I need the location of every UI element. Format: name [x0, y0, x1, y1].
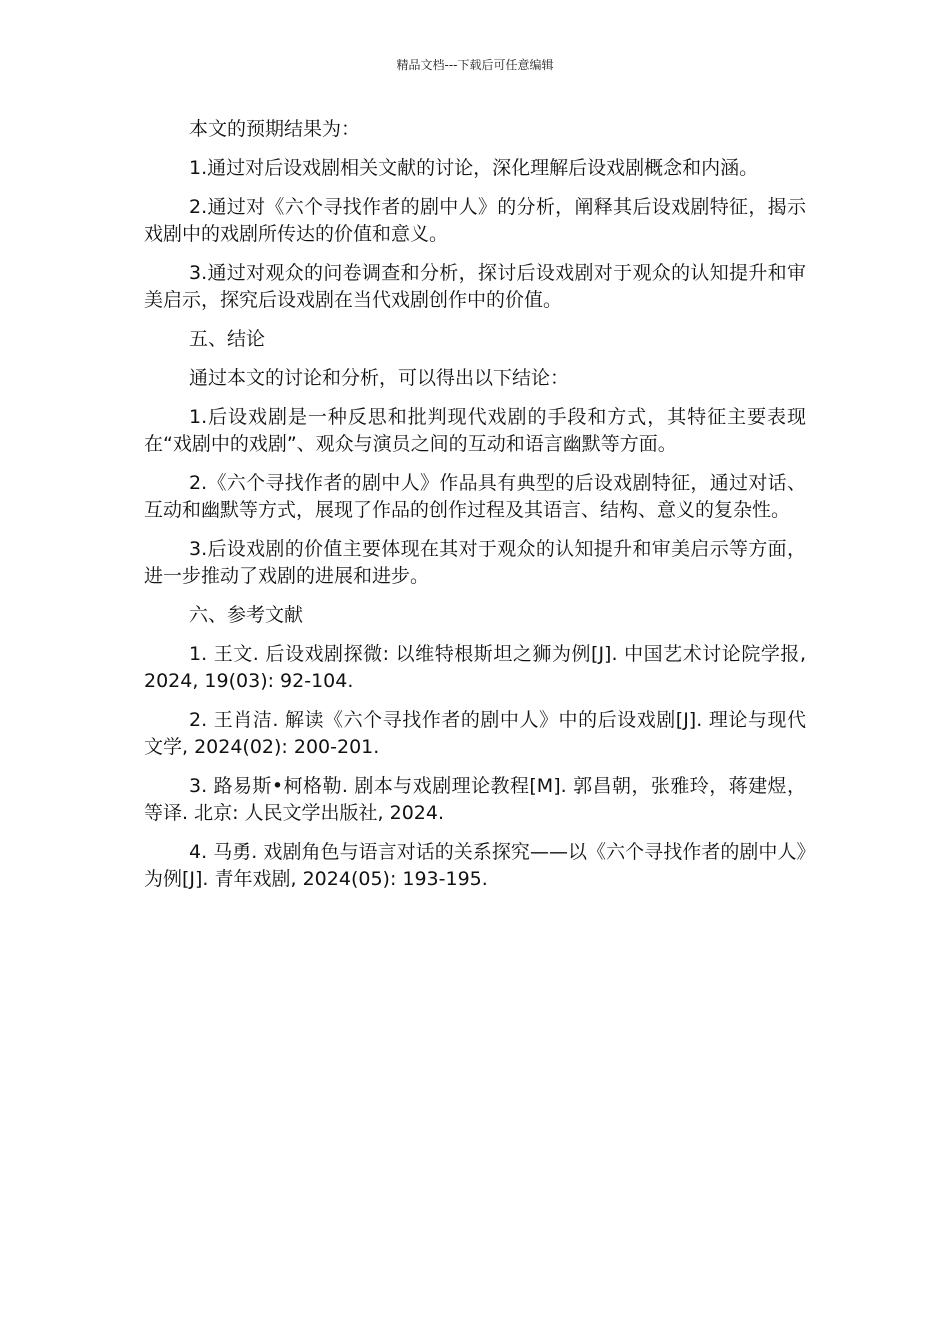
reference-item: 3. 路易斯•柯格勒. 剧本与戏剧理论教程[M]. 郭昌朝，张雅玲，蒋建煜，等译. 北京: 人民文学出版社, 2024. [144, 775, 806, 824]
conclusion-intro: 通过本文的讨论和分析，可以得出以下结论： [189, 367, 570, 389]
conclusion-item: 2.《六个寻找作者的剧中人》作品具有典型的后设戏剧特征，通过对话、互动和幽默等方式，展现了作品的创作过程及其语言、结构、意义的复杂性。 [144, 472, 806, 521]
expected-result-item: 1.通过对后设戏剧相关文献的讨论，深化理解后设戏剧概念和内涵。 [189, 157, 759, 179]
page-header: 精品文档---下载后可任意编辑 [396, 58, 554, 72]
expected-result-item: 2.通过对《六个寻找作者的剧中人》的分析，阐释其后设戏剧特征，揭示戏剧中的戏剧所传达的价值和意义。 [144, 196, 806, 245]
expected-results-intro: 本文的预期结果为： [189, 118, 361, 140]
reference-item: 2. 王肖洁. 解读《六个寻找作者的剧中人》中的后设戏剧[J]. 理论与现代文学, 2024(02): 200-201. [144, 709, 806, 758]
section-heading-references: 六、参考文献 [189, 604, 304, 626]
expected-result-item: 3.通过对观众的问卷调查和分析，探讨后设戏剧对于观众的认知提升和审美启示，探究后设戏剧在当代戏剧创作中的价值。 [144, 262, 806, 311]
reference-item: 1. 王文. 后设戏剧探微: 以维特根斯坦之狮为例[J]. 中国艺术讨论院学报, 2024, 19(03): 92-104. [144, 643, 806, 692]
section-heading-conclusion: 五、结论 [189, 328, 266, 350]
conclusion-item: 3.后设戏剧的价值主要体现在其对于观众的认知提升和审美启示等方面，进一步推动了戏剧的进展和进步。 [144, 538, 806, 587]
reference-item: 4. 马勇. 戏剧角色与语言对话的关系探究——以《六个寻找作者的剧中人》为例[J]. 青年戏剧, 2024(05): 193-195. [144, 841, 806, 890]
document-body [144, 116, 806, 905]
conclusion-item: 1.后设戏剧是一种反思和批判现代戏剧的手段和方式，其特征主要表现在“戏剧中的戏剧”、观众与演员之间的互动和语言幽默等方面。 [144, 406, 806, 455]
